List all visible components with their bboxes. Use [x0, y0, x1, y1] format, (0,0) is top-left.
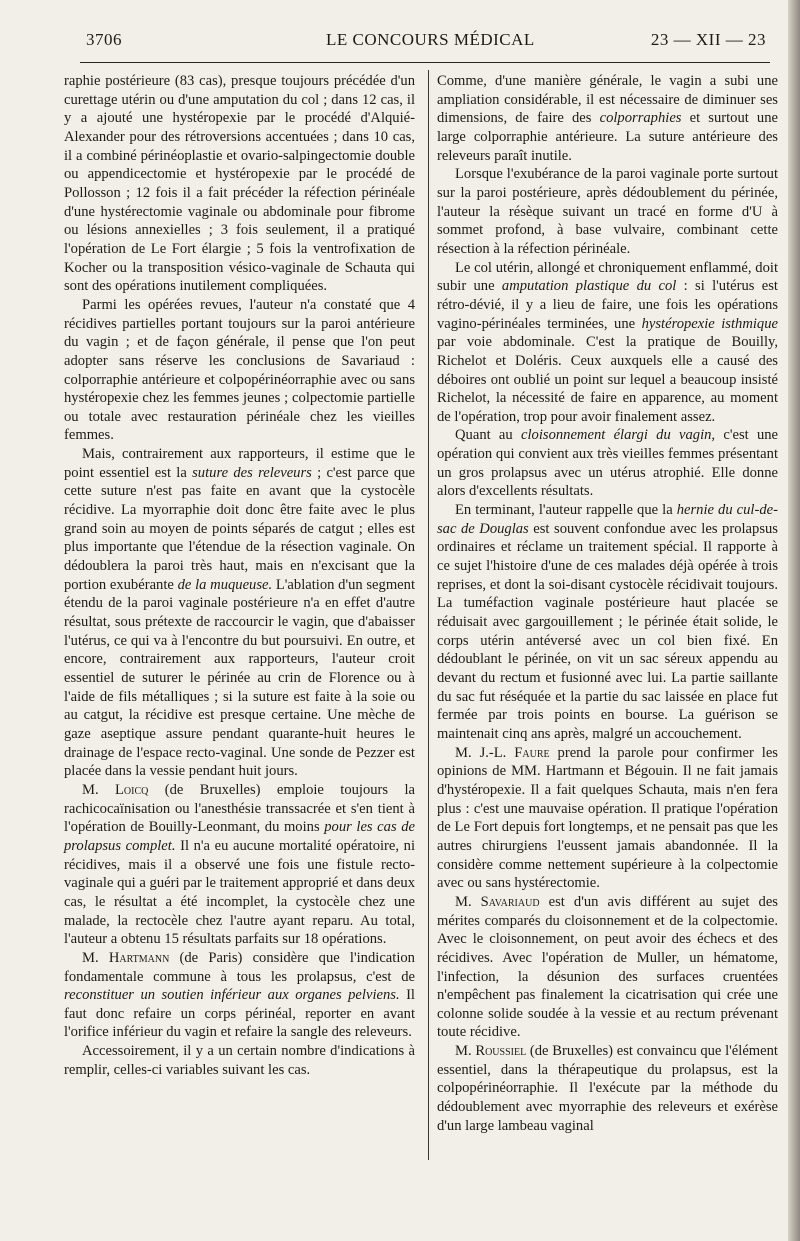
paragraph — [437, 259, 778, 427]
paragraph-text: (de Paris) considère que l'indication fondamentale commune à tous les prolapsus, c'est de — [64, 949, 415, 985]
paragraph — [64, 1042, 415, 1079]
paragraph-text: ; c'est parce que cette suture n'est pas faite en avant que la cystocèle récidive. La myorraphie doit donc être faite avec le plus grand soin au moyen de points séparés de catgut ; elles est plus importante que l'étendue de la résection vaginale. On dédoublera la paroi très haut, mais en n'excisant que la portion exubérante — [64, 464, 415, 593]
journal-title: LE CONCOURS MÉDICAL — [326, 30, 535, 49]
left-column — [64, 72, 415, 1079]
paragraph-text: est d'un avis différent au sujet des mérites comparés du cloisonnement et de la colpectomie. Avec le cloisonnement, on peut avoir des échecs et des récidives. Avec l'opération de Muller, un hématome, l'infection, la désunion des surfaces cruentées n'empêchent pas finalement la cicatrisation qui crée une colonne solide soudée à la vessie et au rectum prévenant toute récidive. — [437, 893, 778, 1041]
emphasis: cloisonnement élargi du vagin, — [521, 427, 716, 444]
paragraph-text: Comme, d'une manière générale, le vagin a subi une ampliation considérable, il est nécessaire de diminuer ses dimensions, de faire des — [437, 73, 778, 127]
paragraph — [64, 781, 415, 949]
emphasis: de la muqueuse. — [177, 576, 273, 593]
paragraph-text: En terminant, l'auteur rappelle que la — [455, 502, 673, 519]
paragraph — [437, 72, 778, 165]
paragraph — [64, 445, 415, 781]
page-number: 3706 — [86, 30, 122, 49]
paragraph-text: par voie abdominale. C'est la pratique de Bouilly, Richelot et Doléris. Ceux auxquels elle a causé des déboires ont oublié un point sur lequel a beaucoup insisté Richelot, la nécessité de faire en apparence, au moment de l'opération, trop pour avoir finalement assez. — [437, 334, 778, 425]
speaker-name: M. Roussiel — [455, 1043, 527, 1060]
right-column — [437, 72, 778, 1135]
emphasis: colporraphies — [599, 110, 682, 127]
speaker-name: M. Hartmann — [82, 949, 170, 966]
paragraph — [64, 296, 415, 445]
paragraph — [64, 949, 415, 1042]
paragraph-text: c'est une opération qui convient aux très vieilles femmes présentant un gros prolapsus avec un utérus atrophié. Elle donne alors d'excellents résultats. — [437, 427, 779, 500]
speaker-name: M. Loicq — [82, 781, 149, 798]
speaker-name: M. J.-L. Faure — [455, 744, 550, 761]
paragraph-text: (de Bruxelles) emploie toujours la rachicocaïnisation ou l'anesthésie transsacrée et s'en tient à l'opération de Bouilly-Leonmant, du moins — [64, 781, 415, 836]
paragraph-text: Quant au — [455, 427, 513, 444]
paragraph-text: et surtout une large colporraphie antérieure. La suture antérieure des releveurs paraît inutile. — [437, 110, 778, 164]
paragraph-text: Lorsque l'exubérance de la paroi vaginale porte surtout sur la paroi postérieure, après dédoublement du périnée, l'auteur la résèque suivant un tracé en forme d'U à sommet profond, à base vulvaire, combinant cette résection à la réfection périnéale. — [437, 166, 778, 257]
paragraph-text: Parmi les opérées revues, l'auteur n'a constaté que 4 récidives partielles portant toujours sur la paroi antérieure du vagin ; et de façon générale, il pense que l'on peut adopter sans réserve les conclusions de Savariaud : colporraphie antérieure et colpopérinéorraphie avec ou sans hystéropexie chez les femmes jeunes ; colpectomie partielle ou totale avec restauration périnéale chez les vieilles femmes. — [64, 296, 415, 444]
emphasis: suture des releveurs — [192, 464, 312, 481]
paragraph-text: : si l'utérus est rétro-dévié, il y a lieu de faire, une fois les opérations vagino-périnéales terminées, une — [437, 278, 778, 332]
emphasis: hystéropexie isthmique — [641, 315, 778, 332]
speaker-name: M. Savariaud — [455, 893, 540, 910]
emphasis: amputation plastique du col — [501, 278, 677, 295]
paragraph-text: Mais, contrairement aux rapporteurs, il estime que le point essentiel est la — [64, 446, 415, 481]
column-divider — [428, 70, 429, 1160]
paragraph — [437, 501, 778, 744]
paragraph-text: est souvent confondue avec les prolapsus ordinaires et réclame un traitement spécial. Il rapporte à ce sujet l'histoire d'une de ces malades déjà opérée à trois reprises, et dont la soi-disant cystocèle récidivait toujours. La tuméfaction vaginale postérieure haut placée se réduisait avec gargouillement ; le périnée était solide, le corps utérin antéversé avec un col bien fixé. En dédoublant le périnée, on vit un sac séreux appendu au devant du rectum et fusionné avec lui. La partie saillante du sac fut réséquée et la partie du sac laissée en place fut fermée par trois points en bourse. La guérison se maintenait cinq ans après, malgré un accouchement. — [437, 520, 778, 742]
emphasis: pour les cas de prolapsus complet. — [64, 819, 415, 854]
paragraph-text: Le col utérin, allongé et chroniquement enflammé, doit subir une — [437, 259, 778, 295]
page-edge-shadow — [788, 0, 800, 1241]
running-header — [86, 30, 766, 60]
paragraph-text: L'ablation d'un segment étendu de la paroi vaginale postérieure n'a en effet d'autre résultat, sous prétexte de raccourcir le vagin, que d'abaisser l'utérus, ce qui va à l'encontre du but poursuivi. En outre, et encore, contrairement aux rapporteurs, l'auteur croit essentiel de suturer le périnée au crin de Florence ou à l'aide de fils métalliques ; si la suture est faite à la soie ou au catgut, la récidive est presque certaine. Une mèche de gaze aseptique assure pendant quarante-huit heures le drainage de l'espace recto-vaginal. Une sonde de Pezzer est placée dans la vessie pendant huit jours. — [64, 576, 416, 780]
paragraph-text: (de Bruxelles) est convaincu que l'élément essentiel, dans la thérapeutique du prolapsus, est la colpopérinéorraphie. Il l'exécute par la méthode du dédoublement avec myorraphie des releveurs et exérèse d'un large lambeau vaginal — [437, 1043, 778, 1134]
paragraph — [64, 72, 415, 296]
paragraph-text: raphie postérieure (83 cas), presque toujours précédée d'un curettage utérin ou d'une amputation du col ; dans 12 cas, il y a ajouté une hystéropexie par le procédé d'Alquié-Alexander pour des rétroversions accentuées ; dans 10 cas, il a combiné périnéoplastie et ovario-salpingectomie double ou appendicectomie et hystéropexie par le procédé de Pollosson ; 12 fois il a fait précéder la réfection périnéale d'une hystérectomie vaginale ou abdominale pour fibrome ou lésions annexielles ; 3 fois seulement, il a pratiqué l'opération de Le Fort élargie ; 5 fois la ventrofixation de Kocher ou la transposition vésico-vaginale de Schauta qui sont des opérations inutilement compliquées. — [64, 73, 415, 295]
paragraph-text: Il n'a eu aucune mortalité opératoire, ni récidives, mais il a observé une fois une fistule recto-vaginale qui a guéri par le traitement approprié et dans deux cas, le résultat a été incomplet, la cystocèle chez une malade, la rectocèle chez l'autre ayant reparu. Au total, l'auteur a obtenu 15 résultats parfaits sur 18 opérations. — [64, 837, 416, 948]
emphasis: hernie du cul-de-sac de Douglas — [437, 502, 778, 537]
paragraph — [437, 426, 778, 501]
header-rule — [80, 62, 770, 63]
paragraph-text: Accessoirement, il y a un certain nombre d'indications à remplir, celles-ci variables suivant les cas. — [64, 1043, 415, 1078]
emphasis: reconstituer un soutien inférieur aux organes pelviens. — [64, 987, 400, 1004]
issue-date: 23 — XII — 23 — [650, 30, 766, 49]
paragraph-text: Il faut donc refaire un corps périnéal, reporter en avant l'orifice inférieur du vagin et refaire la sangle des releveurs. — [64, 987, 415, 1041]
paragraph — [437, 893, 778, 1042]
paragraph — [437, 1042, 778, 1135]
paragraph — [437, 165, 778, 258]
paragraph-text: prend la parole pour confirmer les opinions de MM. Hartmann et Bégouin. Il ne fait jamais d'hystéropexie. Il a fait quelques Schauta, mais n'en fera plus : c'est une mauvaise opération. Il pratique l'opération de Le Fort depuis fort longtemps, et ne pensait pas que les autres chirurgiens l'eussent jamais abandonnée. Il la considère comme nettement supérieure à la colpectomie avec ou sans hystérectomie. — [437, 744, 778, 892]
paragraph — [437, 744, 778, 893]
